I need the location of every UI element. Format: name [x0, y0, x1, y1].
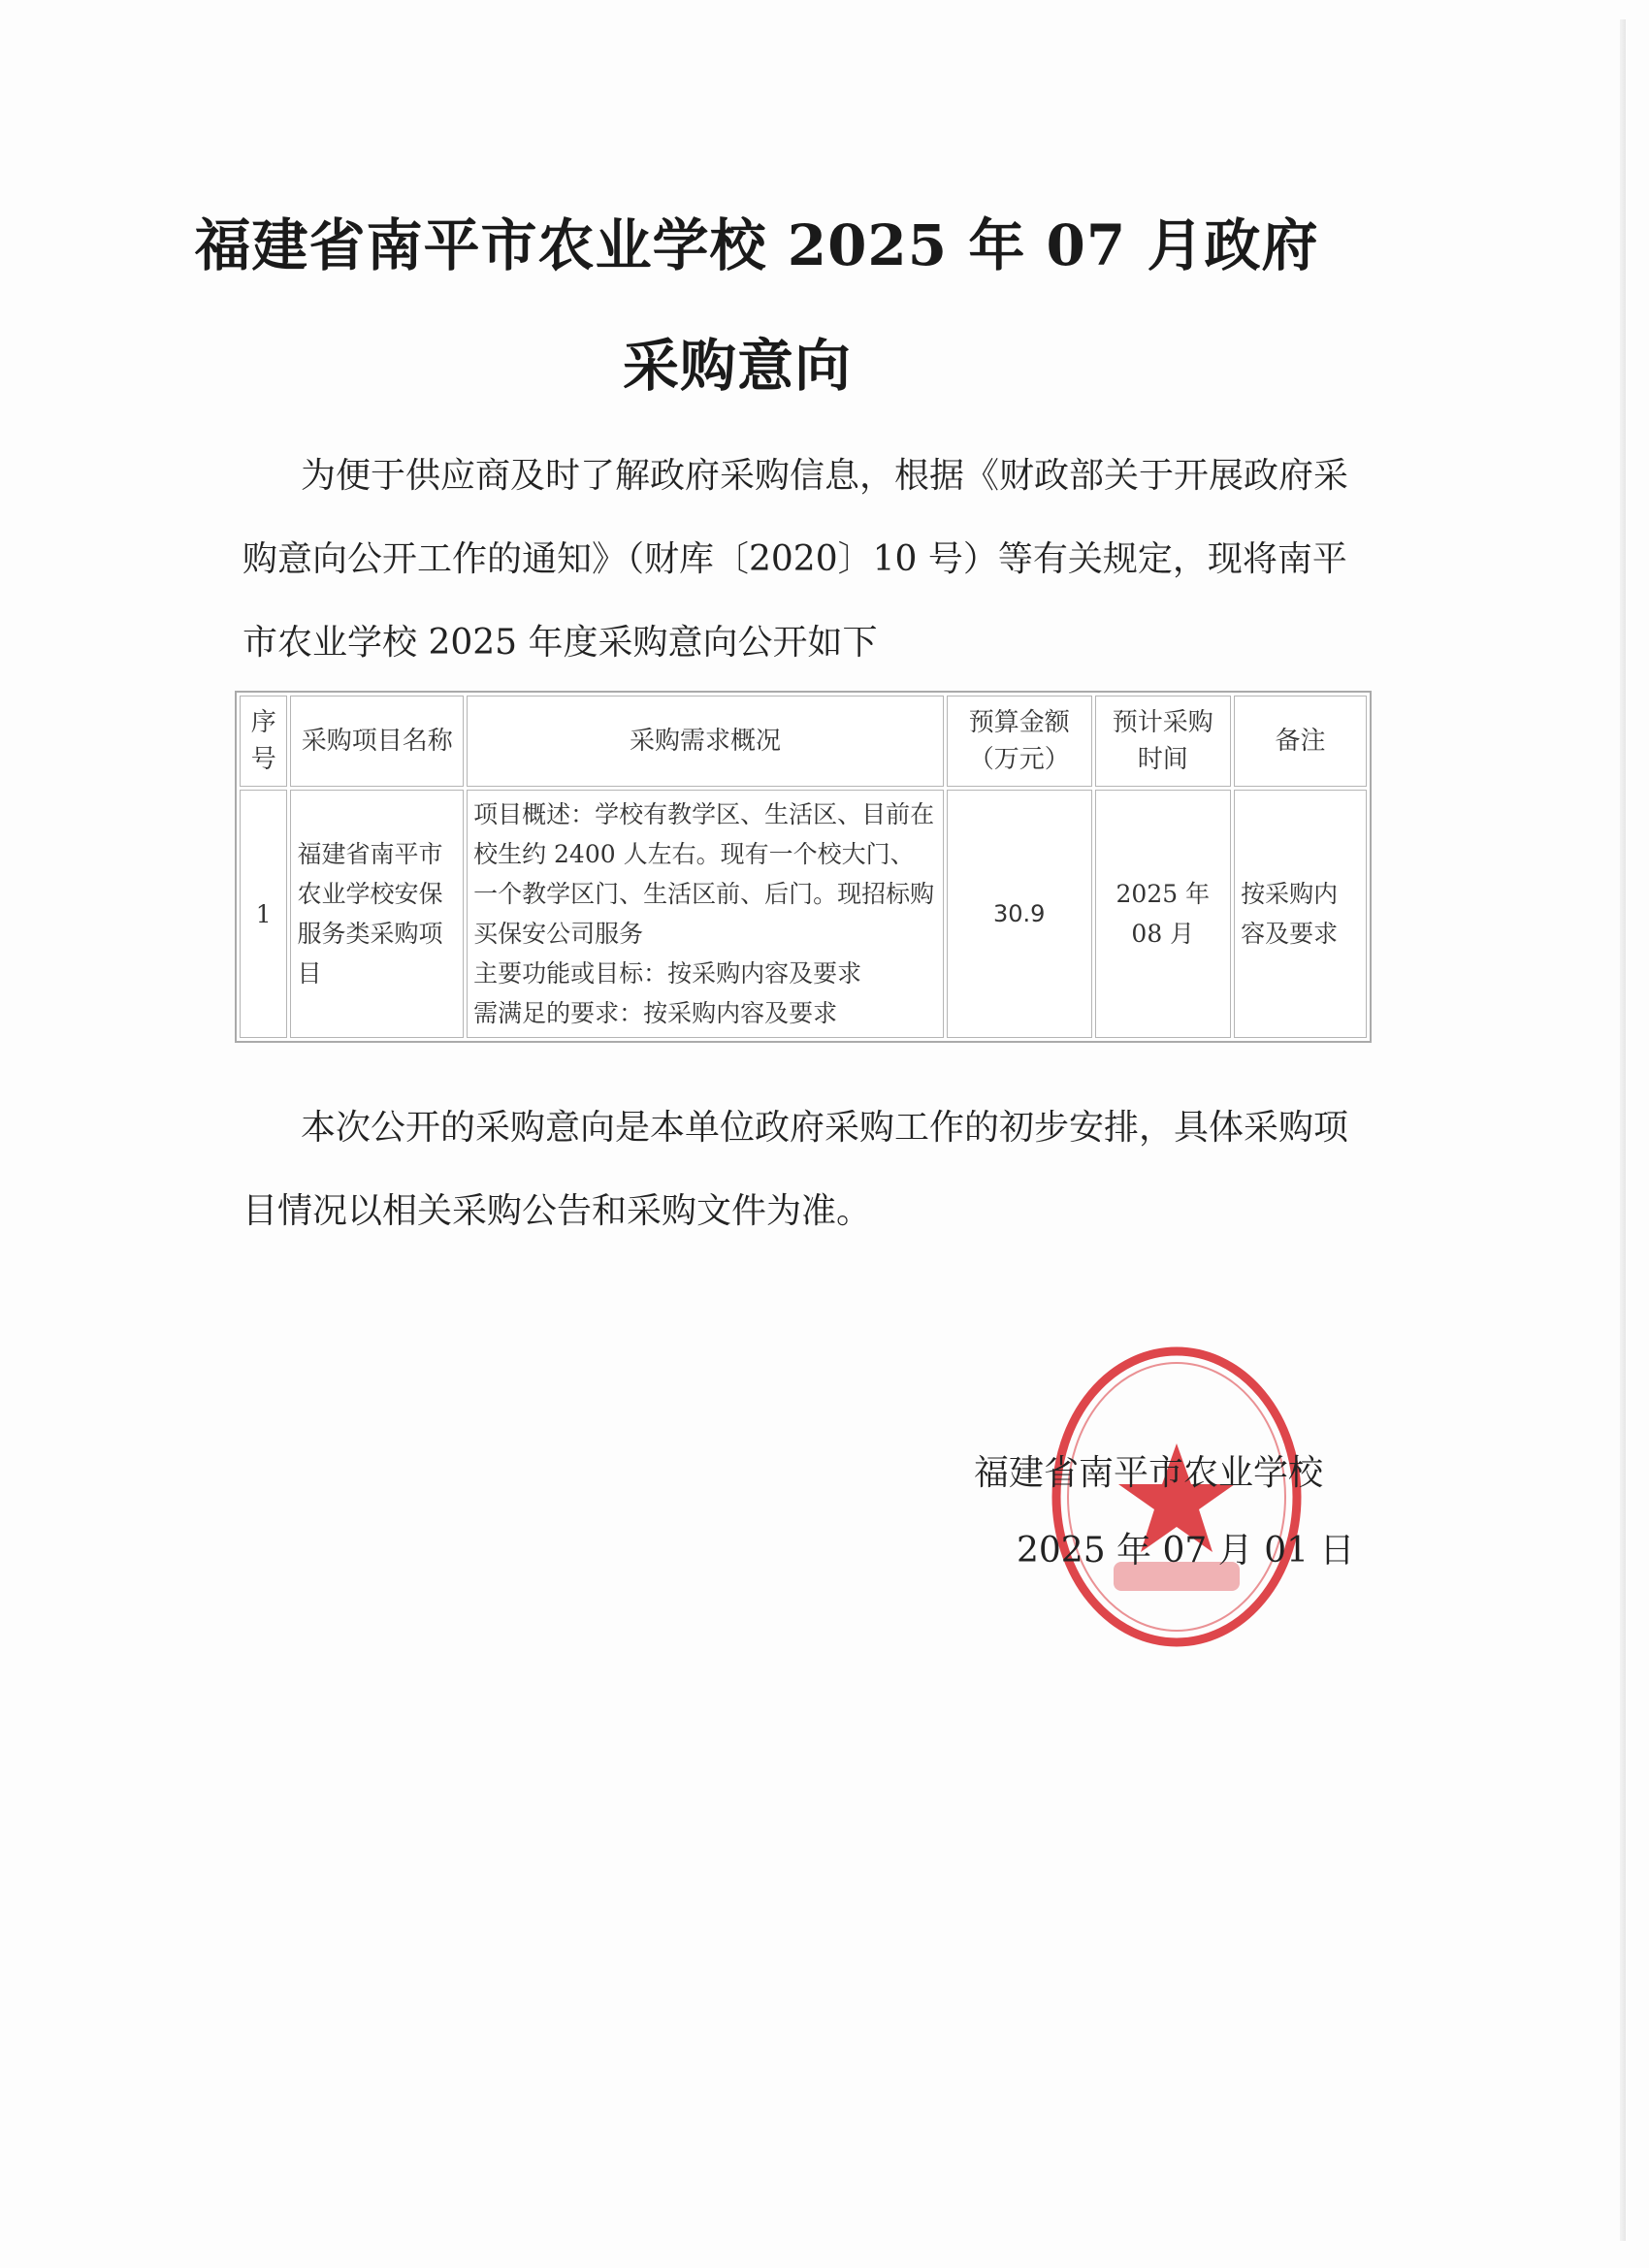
- header-time: 预计采购时间: [1095, 696, 1232, 787]
- scan-edge: [1620, 19, 1626, 2241]
- cell-name: 福建省南平市农业学校安保服务类采购项目: [290, 790, 464, 1038]
- cell-budget: 30.9: [947, 790, 1092, 1038]
- official-seal: [1046, 1337, 1308, 1657]
- header-note: 备注: [1234, 696, 1367, 787]
- closing-text: 本次公开的采购意向是本单位政府采购工作的初步安排，具体采购项目情况以相关采购公告和采购文件为准。: [242, 1108, 1349, 1231]
- cell-note: 按采购内容及要求: [1234, 790, 1367, 1038]
- cell-desc: [467, 790, 944, 1038]
- procurement-table: [235, 691, 1372, 1043]
- cell-seq: 1: [240, 790, 287, 1038]
- header-seq: 序号: [240, 696, 287, 787]
- header-desc: 采购需求概况: [467, 696, 944, 787]
- desc-requirement: 需满足的要求：按采购内容及要求: [473, 999, 838, 1027]
- signature-date: 2025 年 07 月 01 日: [1017, 1531, 1355, 1571]
- intro-text: 为便于供应商及时了解政府采购信息，根据《财政部关于开展政府采购意向公开工作的通知》（财库〔2020〕10 号）等有关规定，现将南平市农业学校 2025 年度采购意向公开如下: [242, 456, 1349, 663]
- document-title-line2: 采购意向: [622, 333, 852, 399]
- document-title-line1: 福建省南平市农业学校 2025 年 07 月政府: [194, 212, 1319, 278]
- signature-org: 福建省南平市农业学校: [974, 1453, 1324, 1493]
- closing-paragraph: [242, 1086, 1377, 1253]
- table-header-row: [240, 696, 1367, 787]
- intro-paragraph: [242, 435, 1377, 685]
- table-row: [240, 790, 1367, 1038]
- header-budget: 预算金额（万元）: [947, 696, 1092, 787]
- cell-time: 2025 年 08 月: [1095, 790, 1232, 1038]
- desc-overview: 项目概述：学校有教学区、生活区、目前在校生约 2400 人左右。现有一个校大门、一个教学区门、生活区前、后门。现招标购买保安公司服务: [473, 800, 935, 948]
- desc-goal: 主要功能或目标：按采购内容及要求: [473, 959, 862, 988]
- header-name: 采购项目名称: [290, 696, 464, 787]
